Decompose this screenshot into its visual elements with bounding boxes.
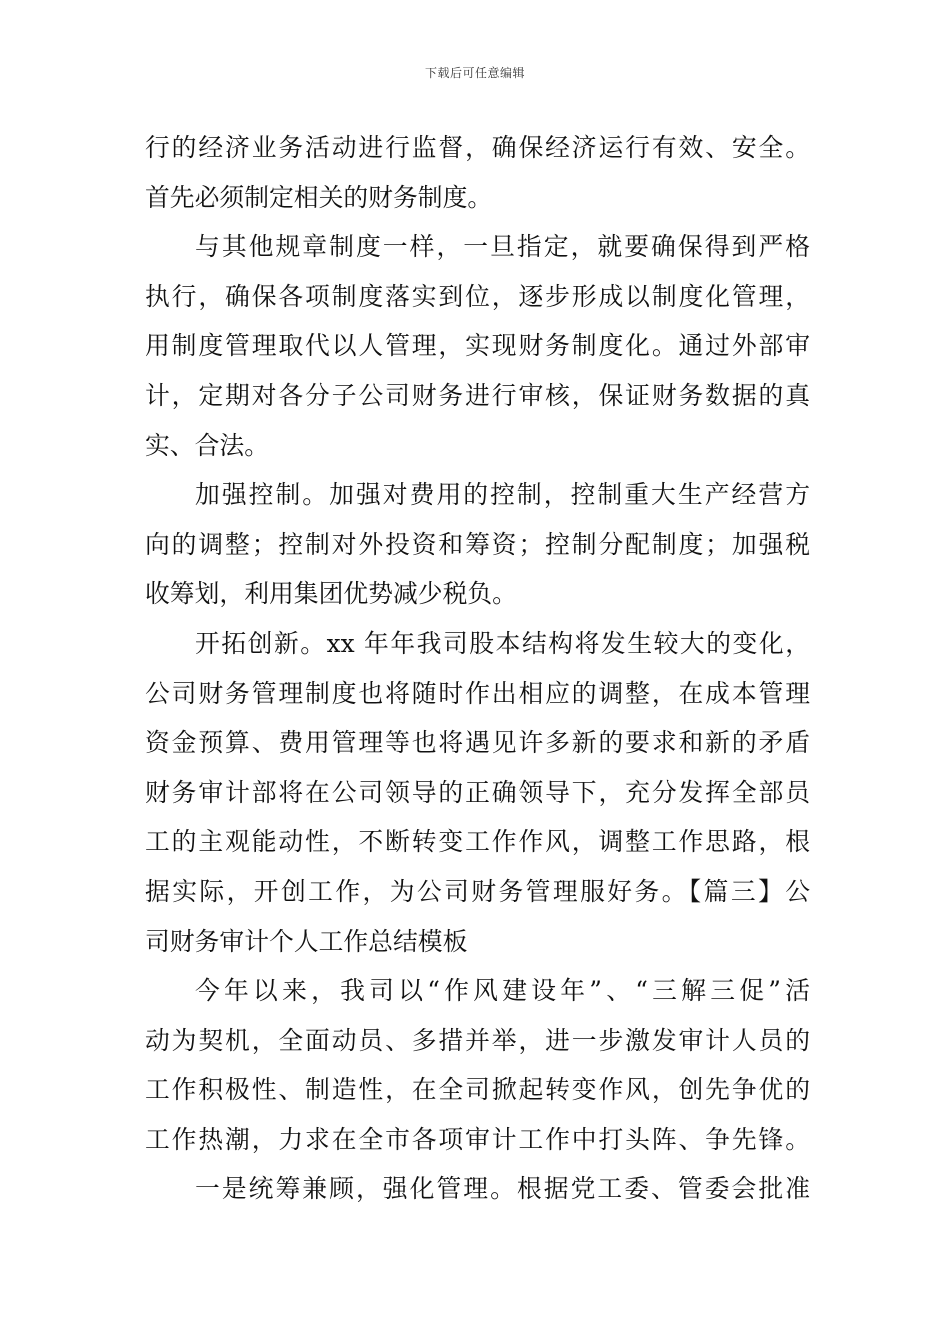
text-line: 司财务审计个人工作总结模板 (145, 926, 468, 956)
text-line: 一是统筹兼顾，强化管理。根据党工委、管委会批准 (195, 1174, 810, 1204)
text-line: 首先必须制定相关的财务制度。 (145, 182, 493, 212)
text-line: 工的主观能动性，不断转变工作作风，调整工作思路，根 (145, 827, 810, 857)
text-line: 行的经济业务活动进行监督，确保经济运行有效、安全。 (145, 133, 810, 162)
text-line: 执行，确保各项制度落实到位，逐步形成以制度化管理， (145, 281, 810, 311)
document-body (145, 123, 810, 1214)
text-line: 动为契机，全面动员、多措并举，进一步激发审计人员的 (145, 1025, 810, 1055)
text-line: 向的调整；控制对外投资和筹资；控制分配制度；加强税 (145, 529, 810, 559)
text-line: 与其他规章制度一样，一旦指定，就要确保得到严格 (195, 232, 810, 262)
text-line: 公司财务管理制度也将随时作出相应的调整，在成本管理 (145, 678, 810, 708)
text-line: 计，定期对各分子公司财务进行审核，保证财务数据的真 (145, 380, 810, 410)
page-header: 下载后可任意编辑 (424, 66, 525, 80)
text-line: 工作热潮，力求在全市各项审计工作中打头阵、争先锋。 (145, 1124, 810, 1154)
text-line: 开拓创新。xx 年年我司股本结构将发生较大的变化， (195, 628, 810, 658)
text-line: 加强控制。加强对费用的控制，控制重大生产经营方 (195, 480, 810, 510)
text-line: 工作积极性、制造性，在全司掀起转变作风，创先争优的 (145, 1075, 810, 1105)
text-line: 资金预算、费用管理等也将遇见许多新的要求和新的矛盾 (145, 728, 810, 758)
text-line: 实、合法。 (145, 430, 269, 460)
text-line: 今年以来，我司以“作风建设年”、“三解三促”活 (195, 976, 810, 1006)
text-line: 收筹划，利用集团优势减少税负。 (145, 579, 517, 609)
text-line: 用制度管理取代以人管理，实现财务制度化。通过外部审 (145, 331, 810, 361)
text-line: 据实际，开创工作，为公司财务管理服好务。【篇三】公 (145, 876, 810, 906)
text-line: 财务审计部将在公司领导的正确领导下，充分发挥全部员 (145, 777, 810, 807)
